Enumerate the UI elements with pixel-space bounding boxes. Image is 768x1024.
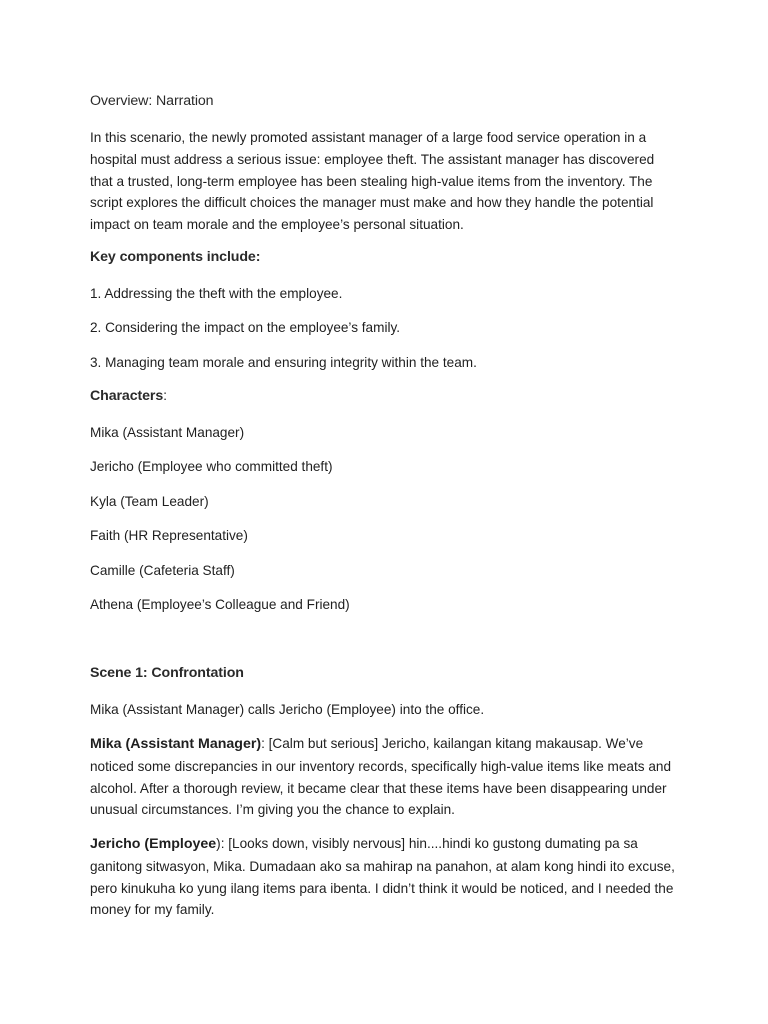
character-item: Jericho (Employee who committed theft) bbox=[90, 459, 333, 474]
speaker-name: Mika (Assistant Manager) bbox=[90, 736, 262, 752]
list-item: 2. Considering the impact on the employee’s family. bbox=[90, 320, 401, 335]
list-item: 1. Addressing the theft with the employee. bbox=[90, 286, 343, 301]
dialogue-text: : [Calm but serious] Jericho, kailangan kitang makausap. We’ve noticed some discrepancies in our inventory records, specifically high-value items like meats and alcohol. After a thorough review, it became clear that these items have been disappearing under unusual circumstances. I’m giving you the chance to explain. bbox=[90, 736, 672, 818]
list-item: 3. Managing team morale and ensuring integrity within the team. bbox=[90, 355, 477, 370]
character-item: Athena (Employee’s Colleague and Friend) bbox=[90, 597, 350, 612]
character-item: Mika (Assistant Manager) bbox=[90, 425, 245, 440]
characters-heading-text: Characters bbox=[90, 388, 164, 404]
scene1-intro: Mika (Assistant Manager) calls Jericho (Employee) into the office. bbox=[90, 702, 485, 717]
overview-paragraph: In this scenario, the newly promoted assistant manager of a large food service operation in a hospital must address a serious issue: employee theft. The assistant manager has discovered that a trusted, long-term employee has been stealing high-value items from the inventory. The script explores the difficult choices the manager must make and how they handle the potential impact on team morale and the employee’s personal situation. bbox=[90, 130, 655, 233]
document-page bbox=[90, 0, 678, 1024]
dialogue-mika bbox=[90, 733, 678, 821]
dialogue-text: ): [Looks down, visibly nervous] hin....hindi ko gustong dumating pa sa ganitong sitwasyon, Mika. Dumadaan ako sa mahirap na panahon, at alam kong hindi ito excuse, pero kinukuha ko yung ilang items para ibenta. I didn’t think it would be noticed, and I needed the money for my family. bbox=[90, 836, 675, 918]
scene1-heading bbox=[90, 663, 244, 685]
characters-heading-colon: : bbox=[163, 388, 167, 404]
dialogue-jericho bbox=[90, 833, 678, 921]
character-item: Faith (HR Representative) bbox=[90, 528, 248, 543]
overview-heading: Overview: Narration bbox=[90, 93, 214, 109]
character-item: Camille (Cafeteria Staff) bbox=[90, 563, 235, 578]
key-components-heading-text: Key components include: bbox=[90, 249, 261, 265]
characters-heading bbox=[90, 386, 167, 408]
speaker-name: Jericho (Employee bbox=[90, 836, 217, 852]
scene1-heading-text: Scene 1: Confrontation bbox=[90, 665, 244, 681]
character-item: Kyla (Team Leader) bbox=[90, 494, 209, 509]
key-components-heading bbox=[90, 247, 260, 269]
